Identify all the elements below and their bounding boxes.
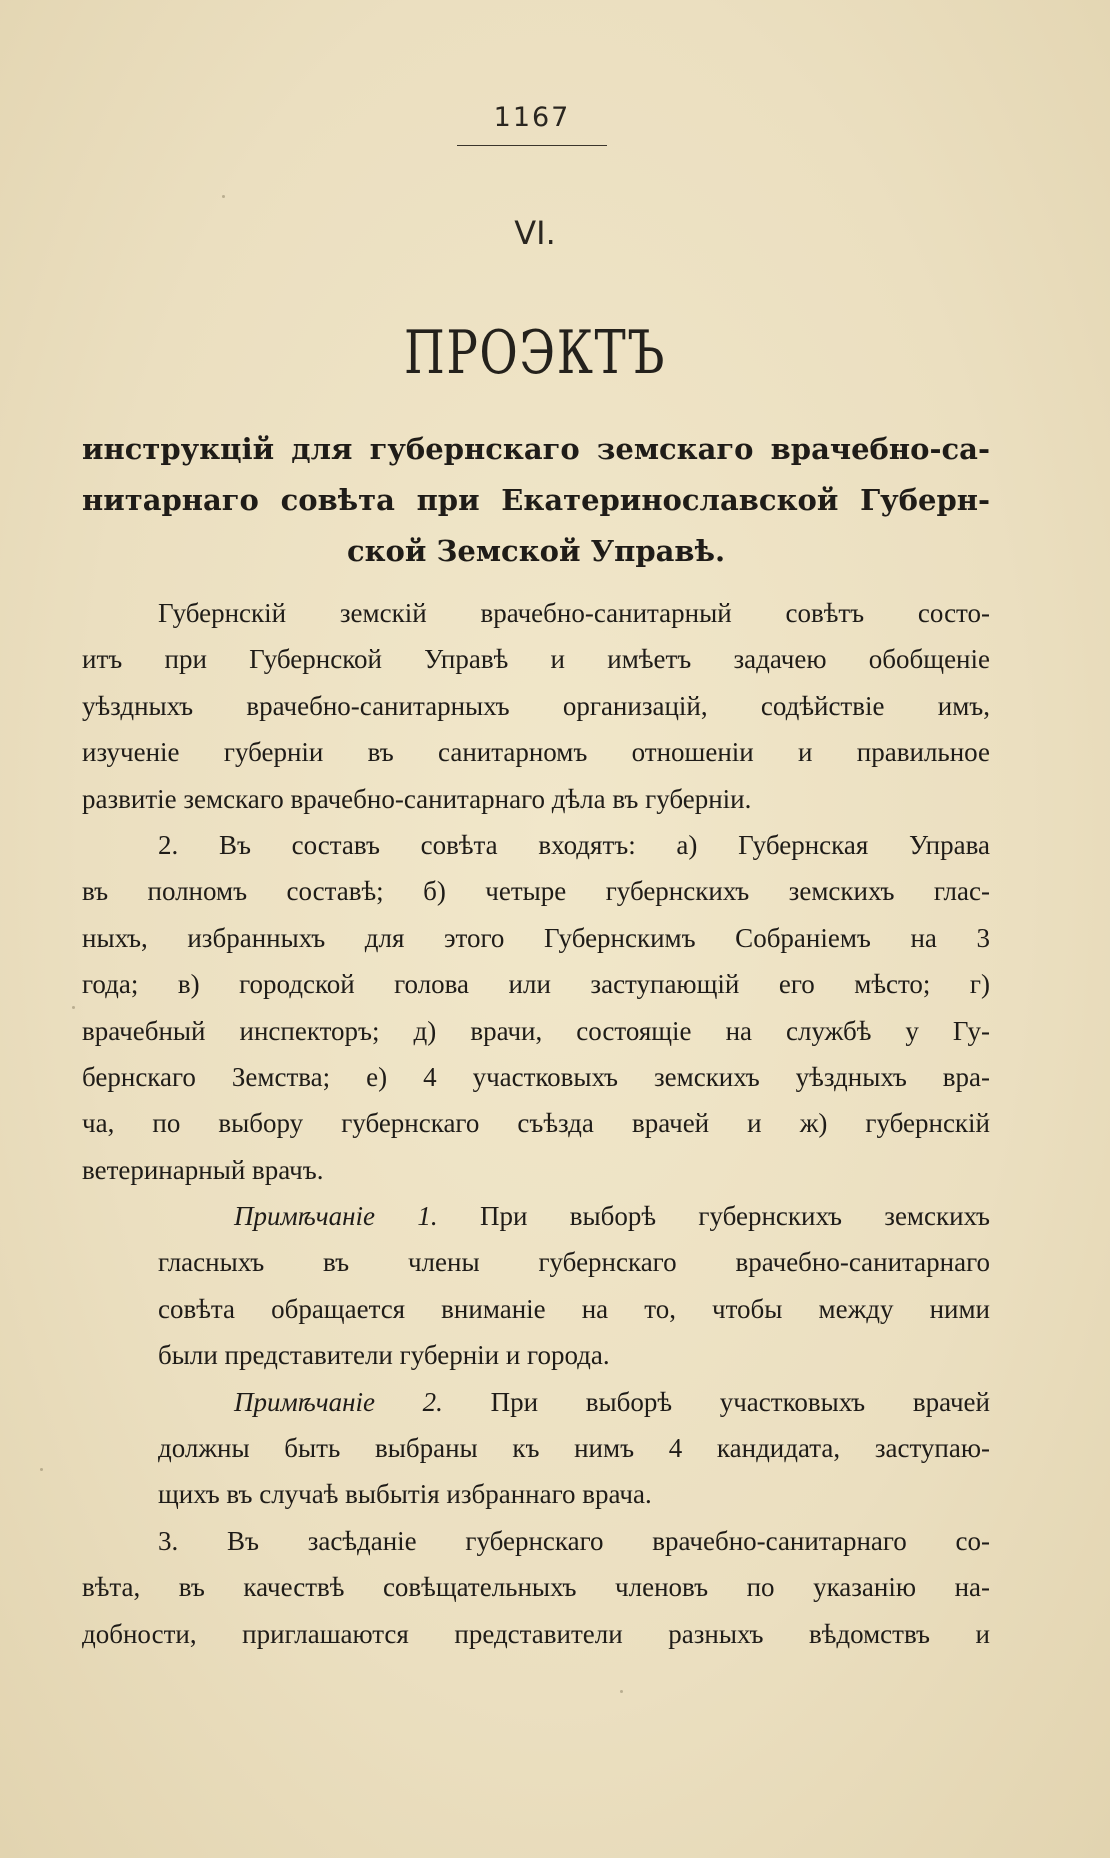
text-line: развитіе земскаго врачебно-санитарнаго дѣла въ губерніи. — [82, 783, 752, 814]
note-label: Примѣчаніе 1. — [234, 1201, 438, 1232]
note-1 — [82, 1193, 990, 1379]
body-text — [82, 590, 990, 1657]
text-line: уѣздныхъ врачебно-санитарныхъ организацій, содѣйствіе имъ, — [82, 690, 990, 721]
paper-speck — [72, 1006, 75, 1009]
note-2 — [82, 1379, 990, 1518]
text-line: вѣта, въ качествѣ совѣщательныхъ членовъ по указанію на- — [82, 1572, 990, 1603]
text-line: щихъ въ случаѣ выбытія избраннаго врача. — [158, 1479, 652, 1510]
text-line — [158, 1193, 990, 1239]
text-line: добности, приглашаются представители разныхъ вѣдомствъ и — [82, 1618, 990, 1649]
text-line: врачебный инспекторъ; д) врачи, состоящіе на службѣ у Гу- — [82, 1015, 990, 1046]
page-number-rule — [457, 145, 607, 146]
paragraph-1 — [82, 590, 990, 822]
text-line: 3. Въ засѣданіе губернскаго врачебно-санитарнаго со- — [158, 1525, 990, 1556]
text-line: года; в) городской голова или заступающій его мѣсто; г) — [82, 969, 990, 1000]
text-line: бернскаго Земства; е) 4 участковыхъ земскихъ уѣздныхъ вра- — [82, 1061, 990, 1092]
note-text: При выборѣ участковыхъ врачей — [442, 1386, 990, 1417]
text-line: ветеринарный врачъ. — [82, 1154, 324, 1185]
text-line: изученіе губерніи въ санитарномъ отношеніи и правильное — [82, 737, 990, 768]
subtitle-line: нитарнаго совѣта при Екатеринославской Губерн- — [82, 483, 990, 517]
text-line: Губернскій земскій врачебно-санитарный совѣтъ состо- — [158, 598, 990, 628]
text-line — [158, 1379, 990, 1425]
paper-speck — [222, 195, 225, 198]
document-subtitle — [82, 424, 990, 577]
text-line: ныхъ, избранныхъ для этого Губернскимъ Собраніемъ на 3 — [82, 922, 990, 953]
paragraph-3 — [82, 1518, 990, 1657]
note-text: При выборѣ губернскихъ земскихъ — [437, 1201, 990, 1232]
text-line: были представители губерніи и города. — [158, 1340, 610, 1371]
text-line: въ полномъ составѣ; б) четыре губернскихъ земскихъ глас- — [82, 876, 990, 907]
text-line: гласныхъ въ члены губернскаго врачебно-санитарнаго — [158, 1247, 990, 1278]
subtitle-line: инструкцій для губернскаго земскаго врачебно-са- — [82, 432, 990, 466]
paragraph-2 — [82, 822, 990, 1193]
text-line: 2. Въ составъ совѣта входятъ: а) Губернская Управа — [158, 829, 990, 860]
page-number: 1167 — [493, 102, 571, 133]
text-line: итъ при Губернской Управѣ и имѣетъ задачею обобщеніе — [82, 644, 990, 675]
document-title: ПРОЭКТЪ — [403, 318, 667, 388]
paper-speck — [620, 1690, 623, 1693]
note-label: Примѣчаніе 2. — [234, 1386, 443, 1417]
text-line: ча, по выбору губернскаго съѣзда врачей и ж) губернскій — [82, 1108, 990, 1139]
text-line: должны быть выбраны къ нимъ 4 кандидата, заступаю- — [158, 1433, 990, 1464]
subtitle-line: ской Земской Управѣ. — [346, 534, 726, 568]
section-number: VI. — [514, 214, 556, 252]
paper-speck — [40, 1468, 43, 1471]
text-line: совѣта обращается вниманіе на то, чтобы между ними — [158, 1293, 990, 1324]
